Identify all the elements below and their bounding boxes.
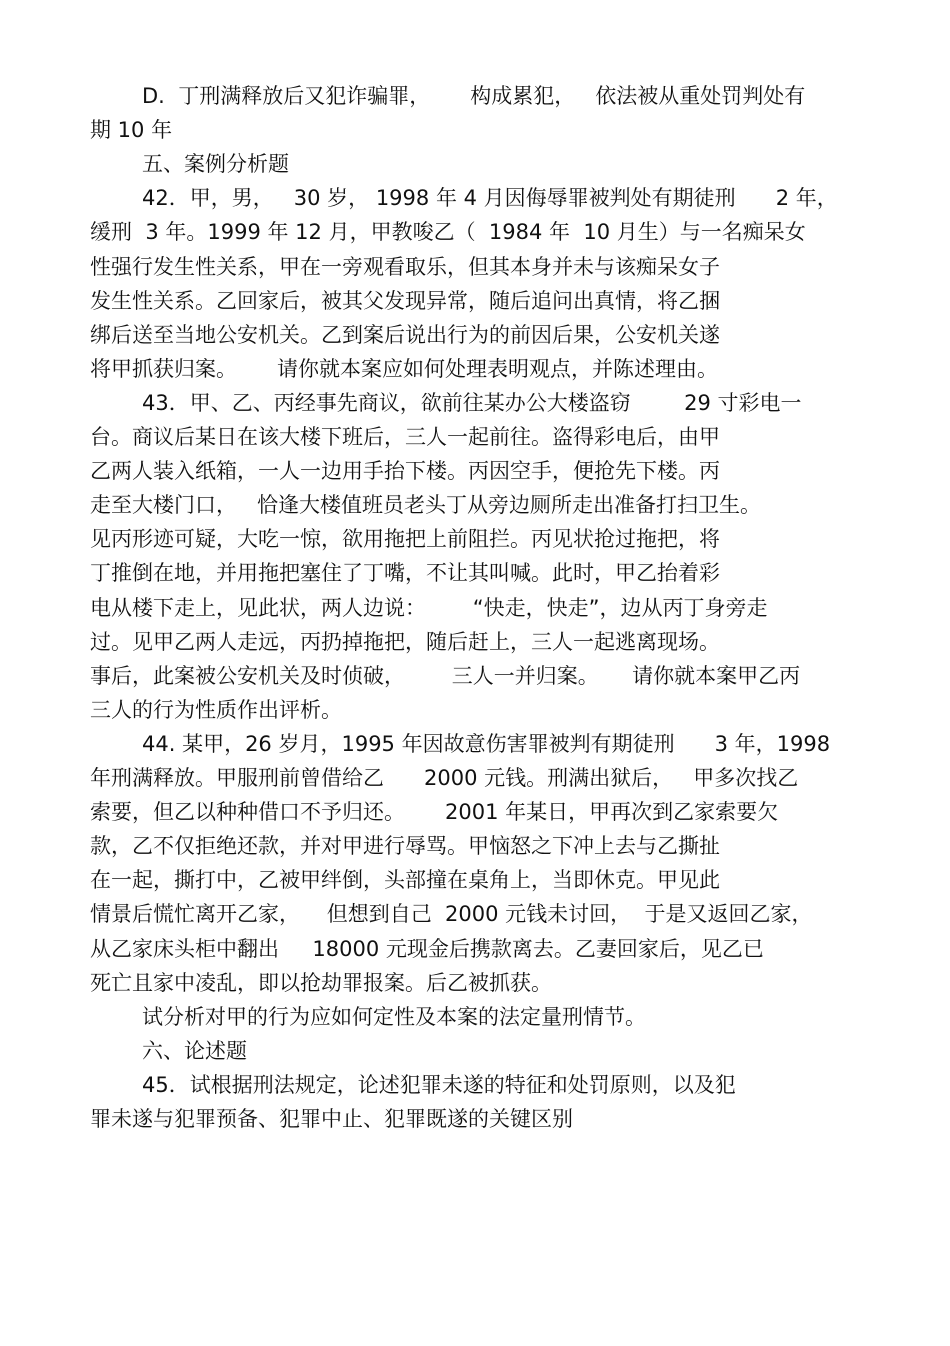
text-line: 绑后送至当地公安机关。乙到案后说出行为的前因后果，公安机关遂	[90, 322, 720, 347]
text-line: 丁推倒在地，并用拖把塞住了丁嘴，不让其叫喊。此时，甲乙抬着彩	[90, 561, 720, 586]
text-line: 在一起，撕打中，乙被甲绊倒，头部撞在桌角上，当即休克。甲见此	[90, 868, 720, 893]
text-line: 发生性关系。乙回家后，被其父发现异常，随后追问出真情，将乙捆	[90, 288, 720, 313]
text-line: D. 丁刑满释放后又犯诈骗罪， 构成累犯， 依法被从重处罚判处有	[142, 84, 806, 108]
text-line: 将甲抓获归案。 请你就本案应如何处理表明观点，并陈述理由。	[90, 356, 719, 381]
text-line: 电从楼下走上，见此状，两人边说： “快走，快走”，边从丙丁身旁走	[90, 595, 768, 620]
text-line: 死亡且家中凌乱，即以抢劫罪报案。后乙被抓获。	[90, 970, 552, 995]
text-line: 42．甲，男， 30 岁， 1998 年 4 月因侮辱罪被判处有期徒刑 2 年，	[142, 186, 838, 211]
text-line: 三人的行为性质作出评析。	[90, 697, 342, 722]
text-line: 款，乙不仅拒绝还款，并对甲进行辱骂。甲恼怒之下冲上去与乙撕扯	[90, 834, 720, 859]
text-line: 五、案例分析题	[142, 152, 289, 177]
text-line: 性强行发生性关系，甲在一旁观看取乐，但其本身并未与该痴呆女子	[90, 254, 720, 279]
text-line: 过。见甲乙两人走远，丙扔掉拖把，随后赶上，三人一起逃离现场。	[90, 629, 720, 654]
text-line: 台。商议后某日在该大楼下班后，三人一起前往。盗得彩电后，由甲	[90, 425, 720, 449]
text-line: 情景后慌忙离开乙家， 但想到自己 2000 元钱未讨回， 于是又返回乙家，	[90, 902, 813, 927]
text-line: 事后，此案被公安机关及时侦破， 三人一并归案。 请你就本案甲乙丙	[90, 663, 801, 688]
text-line: 缓刑 3 年。1999 年 12 月，甲教唆乙（ 1984 年 10 月生）与一名痴呆女	[90, 220, 806, 245]
text-line: 罪未遂与犯罪预备、犯罪中止、犯罪既遂的关键区别	[90, 1107, 573, 1131]
text-line: 索要，但乙以种种借口不予归还。 2001 年某日，甲再次到乙家索要欠	[90, 800, 779, 825]
text-line: 乙两人装入纸箱，一人一边用手抬下楼。丙因空手，便抢先下楼。丙	[90, 459, 720, 484]
text-line: 见丙形迹可疑，大吃一惊，欲用拖把上前阻拦。丙见状抢过拖把，将	[90, 527, 720, 552]
text-line: 45．试根据刑法规定，论述犯罪未遂的特征和处罚原则，以及犯	[142, 1072, 736, 1097]
text-line: 43．甲、乙、丙经事先商议，欲前往某办公大楼盗窃 29 寸彩电一	[142, 390, 802, 415]
text-line: 44. 某甲，26 岁月，1995 年因故意伤害罪被判有期徒刑 3 年，1998	[142, 731, 831, 756]
text-line: 试分析对甲的行为应如何定性及本案的法定量刑情节。	[142, 1004, 646, 1029]
text-line: 期 10 年	[90, 118, 173, 143]
text-line: 六、论述题	[142, 1038, 247, 1063]
text-line: 年刑满释放。甲服刑前曾借给乙 2000 元钱。刑满出狱后， 甲多次找乙	[90, 766, 799, 790]
text-line: 从乙家床头柜中翻出 18000 元现金后携款离去。乙妻回家后，见乙已	[90, 936, 764, 961]
text-line: 走至大楼门口， 恰逢大楼值班员老头丁从旁边厕所走出准备打扫卫生。	[90, 493, 762, 518]
